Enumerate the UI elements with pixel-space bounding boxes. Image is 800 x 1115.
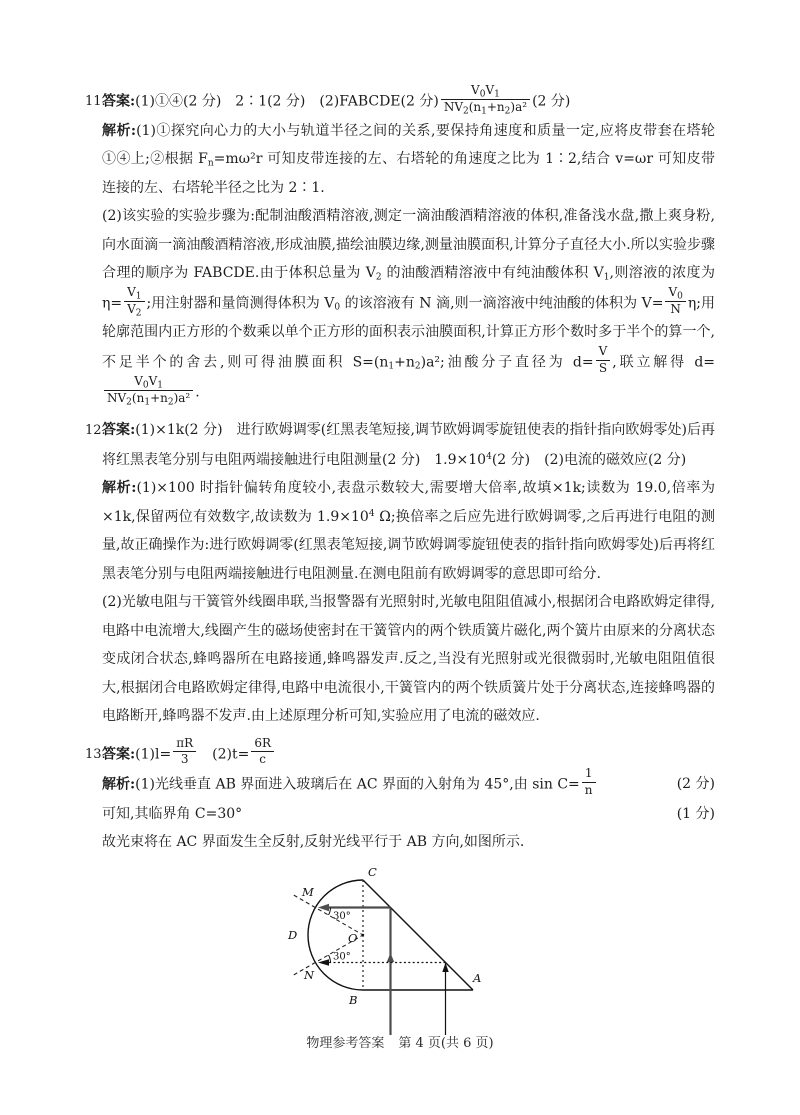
exam-item [85,83,716,408]
fraction-denominator [665,302,685,317]
subscript: 2 [414,361,421,372]
subscript: 2 [462,106,469,117]
text-run: V [134,374,143,389]
subscript: 0 [479,89,486,100]
angle-label-top: 30° [332,910,351,922]
text-run: (2 分) (2)电流的磁效应(2 分) [491,451,687,468]
subscript: 2 [504,106,511,117]
fraction-numerator [596,345,611,361]
fraction-denominator [441,100,530,115]
fraction [251,737,274,768]
text-run: 可知,其临界角 C=30° [102,805,243,822]
text-run: n [584,783,593,798]
solution-paragraph [102,828,715,857]
figure-container [85,865,715,1043]
fraction-denominator [173,752,196,767]
text-run: )a² [510,99,528,114]
label-C: C [367,864,377,879]
score-label: (2 分) [676,776,715,793]
item-number: 11. [85,94,106,110]
text-run: c [259,752,267,767]
text-run: V [127,301,136,316]
solution-paragraph [102,202,715,408]
fraction-numerator [665,286,685,302]
text-run: (1)×100 时指针偏转角度较小,表盘示数较大,需要增大倍率,故填×1k;读数为 19.0,倍率为×1k,保留两位有效数字,故读数为 1.9×10 [102,480,716,525]
fraction-numerator [582,767,596,783]
solution-paragraph [102,474,715,588]
subscript: 1 [157,380,164,391]
text-run: 6R [254,735,271,750]
subscript: 2 [375,272,382,283]
text-run: ,联立解得 d= [612,354,716,371]
text-run: V [598,343,608,358]
solution-text [102,766,598,800]
text-run: =mω²r 可知皮带连接的左、右塔轮的角速度之比为 1∶2,结合 v=ωr 可知皮带连接的左、右塔轮半径之比为 2∶1. [102,151,715,196]
bold-label: 解析: [102,480,137,497]
fraction-denominator [124,302,144,317]
bold-label: 解析: [102,776,136,793]
subscript: 1 [135,291,142,302]
fraction-numerator [441,84,530,100]
angle-label-bottom: 30° [332,951,351,963]
answer-line [85,735,715,770]
fraction [596,345,611,376]
text-run: (1)光线垂直 AB 界面进入玻璃后在 AC 界面的入射角为 45°,由 sin C= [135,776,580,793]
solution-paragraph [102,800,715,829]
superscript: 4 [368,508,375,519]
bold-label: 答案: [102,93,136,110]
text-run: NV [107,391,127,406]
fraction [582,767,596,798]
text-run: N [670,301,681,316]
subscript: 0 [677,291,683,302]
text-run: πR [176,735,194,750]
arrowhead-ray1-up [386,953,393,962]
text-run: )a² [173,391,191,406]
item-number: 13. [85,746,106,762]
normal-through-M [293,895,362,935]
subscript: 1 [388,361,395,372]
superscript: 4 [486,451,492,462]
solution-text [102,800,242,829]
center-point-O [361,934,363,936]
subscript: 2 [167,397,174,408]
text-run: 3 [180,752,189,767]
text-run: (1)①探究向心力的大小与轨道半径之间的关系,要保持角速度和质量一定,应将皮带套在塔轮①④上;②根据 F [102,122,715,168]
fraction-numerator [173,737,196,753]
text-run: V [485,83,495,97]
subscript: 1 [481,106,487,117]
exam-item [85,416,716,731]
text-run: NV [443,99,463,114]
fraction-denominator [104,391,193,406]
exam-item [85,735,715,857]
fraction-numerator [124,286,144,302]
label-A: A [472,970,481,985]
text-run: ;用注射器和量筒测得体积为 V [146,295,335,312]
fraction [441,84,530,115]
label-O: O [347,930,357,945]
subscript: 1 [144,397,151,408]
text-run: +n [486,99,505,114]
text-run: ,则溶液的浓度为 η= [102,265,716,312]
text-run: Ω;换倍率之后应先进行欧姆调零,之后再进行电阻的测量,故正确操作为:进行欧姆调零(红黑表笔短接,调节欧姆调零旋钮使表的指针指向欧姆零处)后再将红黑表笔分别与电阻两端接触进行电阻测量.在测电阻前有欧姆调零的意思即可给分. [102,508,716,582]
solution-paragraph [102,766,715,800]
text-run: 1 [584,766,593,781]
fraction-numerator [104,375,193,391]
text-run: 的油酸酒精溶液中有纯油酸体积 V [381,265,604,282]
fraction-numerator [251,737,274,753]
text-run: 故光束将在 AC 界面发生全反射,反射光线平行于 AB 方向,如图所示. [102,834,525,851]
label-N: N [303,967,314,982]
subscript: 1 [494,89,500,100]
fraction [104,375,193,406]
text-run: (1)①④(2 分) 2∶1(2 分) (2)FABCDE(2 分) [135,93,439,110]
text-run: +n [150,391,168,406]
text-run: (n [468,99,482,114]
fraction-denominator [596,361,611,376]
text-run: . [195,384,200,401]
text-run: (2)t= [198,745,250,762]
text-run: 的该溶液有 N 滴,则一滴溶液中纯油酸的体积为 V= [340,295,664,312]
answer-items [85,83,716,857]
text-run: (n [131,391,145,406]
hypotenuse-AC [363,880,473,990]
bold-label: 解析: [102,122,137,139]
subscript: 0 [142,380,149,391]
text-run: (2)光敏电阻与干簧管外线圈串联,当报警器有光照射时,光敏电阻阻值减小,根据闭合电路欧姆定律得,电路中电流增大,线圈产生的磁场使密封在干簧管内的两个铁质簧片磁化,两个簧片由原来的分离状态变成闭合状态,蜂鸣器所在电路接通,蜂鸣器发声.反之,当没有光照射或光很微弱时,光敏电阻阻值很大,根据闭合电路欧姆定律得,电路中电流很小,干簧管内的两个铁质簧片处于分离状态,连接蜂鸣器的电路断开,蜂鸣器不发声.由上述原理分析可知,实验应用了电流的磁效应. [102,594,715,725]
label-B: B [348,992,357,1007]
subscript: 1 [603,272,610,283]
fraction-denominator [582,783,596,798]
text-run: )a²;油酸分子直径为 d= [420,354,594,371]
label-D: D [287,927,297,942]
fraction [173,737,196,768]
solution-paragraph [102,588,715,731]
footer-page-number: 第 4 页(共 6 页) [398,1036,494,1051]
page-footer [0,1032,800,1051]
text-run: S [598,360,608,375]
score-label: (1 分) [676,805,715,822]
optics-diagram [283,865,518,1043]
text-run: V [471,83,480,97]
answer-line [85,416,716,474]
label-M: M [301,884,314,899]
text-run: +n [394,354,415,371]
item-number: 12. [85,423,106,439]
bold-label: 答案: [102,745,136,762]
subscript: 2 [126,397,132,408]
footer-title: 物理参考答案 [306,1036,385,1051]
bold-label: 答案: [102,422,136,439]
answer-line [85,83,715,117]
text-run: V [127,284,136,299]
text-run: V [668,284,678,299]
text-run: (2 分) [532,93,571,110]
text-run: (1)×1k(2 分) 进行欧姆调零(红黑表笔短接,调节欧姆调零旋钮使表的指针指向欧姆零处)后再将红黑表笔分别与电阻两端接触进行电阻测量(2 分) 1.9×10 [102,422,716,468]
text-run: (2)该实验的实验步骤为:配制油酸酒精溶液,测定一滴油酸酒精溶液的体积,准备浅水盘,撒上爽身粉,向水面滴一滴油酸酒精溶液,形成油膜,描绘油膜边缘,测量油膜面积,计算分子直径大小.所以实验步骤合理的顺序为 FABCDE.由于体积总量为 V [102,208,715,282]
text-run: η;用轮廓范围内正方形的个数乘以单个正方形的面积表示油膜面积,计算正方形个数时多于半个的算一个,不足半个的舍去,则可得油膜面积 S=(n [102,295,716,371]
text-run: (1)l= [135,745,172,762]
solution-paragraph [102,117,715,203]
fraction-denominator [251,752,274,767]
subscript: 0 [334,302,341,313]
text-run: V [148,374,158,389]
subscript: 2 [135,307,142,318]
subscript: n [207,158,214,169]
fraction [124,286,144,317]
fraction [665,286,685,317]
